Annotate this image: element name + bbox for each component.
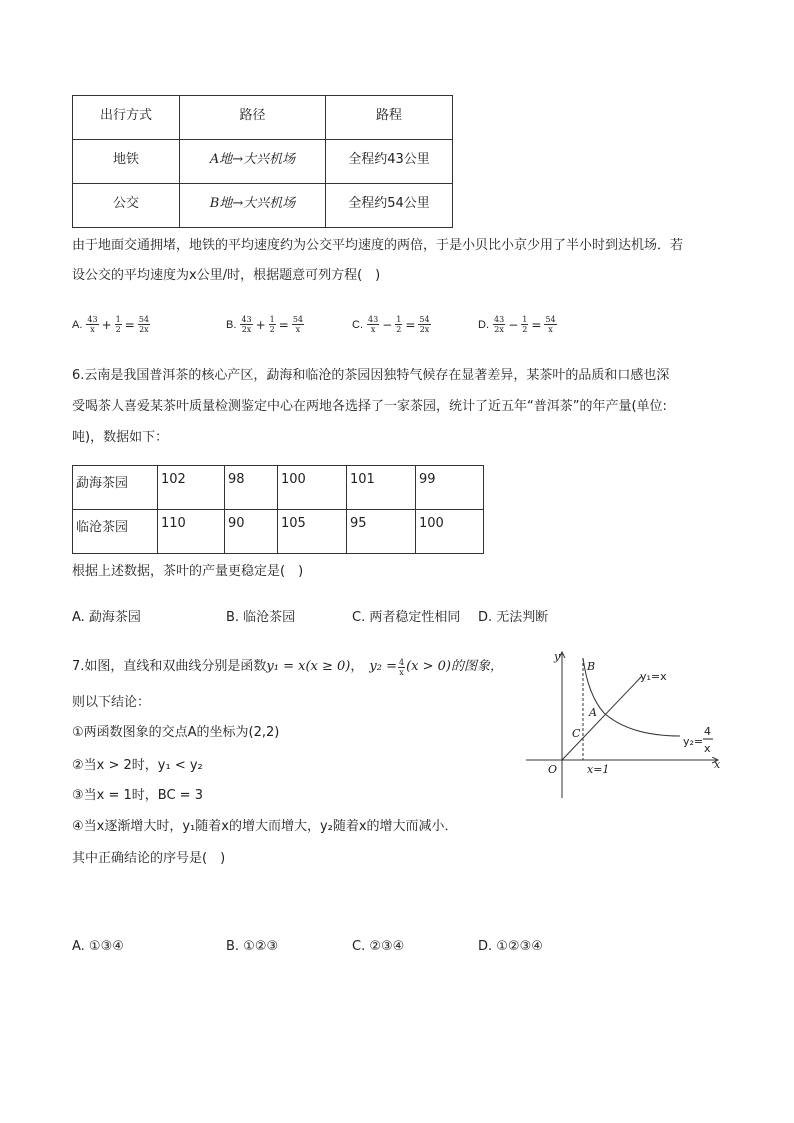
fraction: $\frac{54}{x}$ <box>545 315 556 334</box>
q7-function-graph <box>520 640 730 805</box>
tea-yield-table <box>72 465 484 554</box>
table-cell: 全程约54公里 <box>326 184 453 228</box>
table-row <box>73 96 453 140</box>
fraction: $\frac{54}{2x}$ <box>138 315 149 334</box>
fraction: $\frac{43}{2x}$ <box>241 315 252 334</box>
table-cell: 101 <box>347 466 416 510</box>
x-equals-1-label: x=1 <box>587 763 610 776</box>
table-row <box>73 140 453 184</box>
curve-label-numerator: 4 <box>704 725 711 738</box>
q7-conclusion-2: ②当x > 2时，y₁ < y₂ <box>72 758 203 773</box>
table-cell: 99 <box>416 466 484 510</box>
table-cell: 公交 <box>73 184 180 228</box>
table-header-cell: 路径 <box>180 96 326 140</box>
table-row <box>73 184 453 228</box>
table-cell: 110 <box>158 510 225 554</box>
table-cell: 102 <box>158 466 225 510</box>
q6-option-d[interactable]: D. 无法判断 <box>478 610 549 625</box>
table-cell: A地→大兴机场 <box>180 140 326 184</box>
curve-label: y₂= <box>683 735 704 748</box>
option-label: D. <box>478 318 489 331</box>
q6-option-b[interactable]: B. 临沧茶园 <box>226 610 296 625</box>
option-label: A. <box>72 318 83 331</box>
table-cell: 全程约43公里 <box>326 140 453 184</box>
fraction: $\frac{1}{2}$ <box>269 315 275 334</box>
table-cell: B地→大兴机场 <box>180 184 326 228</box>
fraction: $\frac{43}{x}$ <box>87 315 98 334</box>
fraction: $\frac{1}{2}$ <box>115 315 121 334</box>
fraction: $\frac{1}{2}$ <box>396 315 402 334</box>
table-cell: 100 <box>278 466 347 510</box>
table-row <box>73 510 484 554</box>
q7-conclusion-1: ①两函数图象的交点A的坐标为(2,2) <box>72 725 280 740</box>
q7-option-a[interactable]: A. ①③④ <box>72 939 124 954</box>
curve-label-denominator: x <box>704 742 711 755</box>
q6-text-line-1: 6.云南是我国普洱茶的核心产区，勐海和临沧的茶园因独特气候存在显著差异，某茶叶的品质和口感也深 <box>72 368 670 383</box>
table-cell: 100 <box>416 510 484 554</box>
point-b-label: B <box>587 660 596 673</box>
table-cell: 95 <box>347 510 416 554</box>
option-label: B. <box>226 318 237 331</box>
line-label: y₁=x <box>640 670 667 683</box>
table-cell: 勐海茶园 <box>73 466 158 510</box>
q7-conclusion-4: ④当x逐渐增大时，y₁随着x的增大而增大，y₂随着x的增大而减小． <box>72 819 458 834</box>
q5-text-line-2: 设公交的平均速度为x公里/时，根据题意可列方程( ) <box>72 268 381 283</box>
table-cell: 105 <box>278 510 347 554</box>
table-header-cell: 路程 <box>326 96 453 140</box>
q5-option-c[interactable]: C. $\frac{43}{x}$ − $\frac{1}{2}$ = $\frac{54}{2x}$ <box>352 315 430 334</box>
fraction: $\frac{1}{2}$ <box>522 315 528 334</box>
q7-option-d[interactable]: D. ①②③④ <box>478 939 543 954</box>
q7-question: 其中正确结论的序号是( ) <box>72 851 226 866</box>
table-cell: 98 <box>225 466 278 510</box>
q7-text-line-2: 则以下结论： <box>72 695 151 710</box>
fraction: $\frac{43}{2x}$ <box>494 315 505 334</box>
route-table <box>72 95 453 228</box>
table-header-cell: 出行方式 <box>73 96 180 140</box>
q6-option-c[interactable]: C. 两者稳定性相同 <box>352 610 461 625</box>
x-axis-label: x <box>714 758 721 771</box>
point-c-label: C <box>572 727 581 740</box>
fraction: $\frac{54}{2x}$ <box>419 315 430 334</box>
q7-text-line-1: 7.如图，直线和双曲线分别是函数 y₁ = x(x ≥ 0) ， y₂ = $\frac{4}{x}$ (x > 0)的图象， <box>72 657 503 677</box>
point-a-label: A <box>589 706 597 719</box>
q6-option-a[interactable]: A. 勐海茶园 <box>72 610 141 625</box>
y-axis-label: y <box>554 650 561 663</box>
q7-conclusion-3: ③当x = 1时，BC = 3 <box>72 788 203 803</box>
fraction: $\frac{54}{x}$ <box>292 315 303 334</box>
table-row <box>73 466 484 510</box>
q5-option-d[interactable]: D. $\frac{43}{2x}$ − $\frac{1}{2}$ = $\frac{54}{x}$ <box>478 315 556 334</box>
fraction: $\frac{43}{x}$ <box>368 315 379 334</box>
table-cell: 临沧茶园 <box>73 510 158 554</box>
table-cell: 地铁 <box>73 140 180 184</box>
fraction: $\frac{4}{x}$ <box>398 657 405 677</box>
q5-text-line-1: 由于地面交通拥堵，地铁的平均速度约为公交平均速度的两倍，于是小贝比小京少用了半小时到达机场．若 <box>72 238 684 253</box>
q6-text-line-3: 吨)，数据如下： <box>72 430 169 445</box>
table-cell: 90 <box>225 510 278 554</box>
line-y1 <box>562 676 642 760</box>
q5-option-b[interactable]: B. $\frac{43}{2x}$ + $\frac{1}{2}$ = $\frac{54}{x}$ <box>226 315 303 334</box>
q5-option-a[interactable]: A. $\frac{43}{x}$ + $\frac{1}{2}$ = $\frac{54}{2x}$ <box>72 315 149 334</box>
q6-text-line-2: 受喝茶人喜爱某茶叶质量检测鉴定中心在两地各选择了一家茶园，统计了近五年“普洱茶”的年产量(单位: <box>72 399 667 414</box>
origin-label: O <box>548 763 558 776</box>
option-label: C. <box>352 318 363 331</box>
q7-option-b[interactable]: B. ①②③ <box>226 939 279 954</box>
q6-question: 根据上述数据，茶叶的产量更稳定是( ) <box>72 564 304 579</box>
q7-option-c[interactable]: C. ②③④ <box>352 939 405 954</box>
